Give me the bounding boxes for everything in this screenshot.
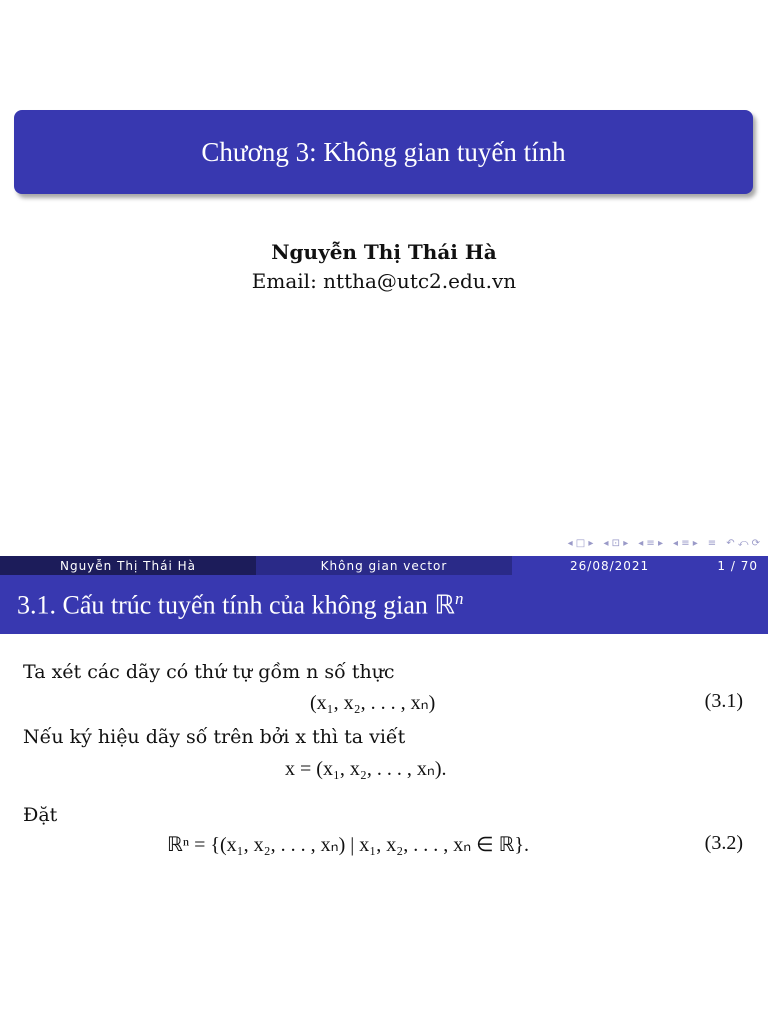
- equation-3-1: (x₁, x₂, . . . , xₙ): [310, 692, 436, 714]
- toc-icon[interactable]: ≡: [707, 538, 717, 549]
- author-name: Nguyễn Thị Thái Hà: [271, 240, 497, 264]
- slide-title-box: [14, 110, 753, 194]
- footer-author: Nguyễn Thị Thái Hà: [0, 556, 256, 575]
- footer-right: [512, 556, 768, 575]
- beamer-navigation: [568, 538, 760, 549]
- frame-title-bar: [0, 575, 768, 634]
- footer-page-number: 1 / 70: [717, 558, 758, 573]
- document-nav-icon[interactable]: ◂ ≡ ▸: [673, 538, 698, 549]
- footer-bar: [0, 556, 768, 575]
- frame-title: 3.1. Cấu trúc tuyến tính của không gian ℝ$^n$: [17, 588, 464, 620]
- back-search-icon[interactable]: ↶ ⤺ ⟳: [726, 538, 760, 549]
- equation-number-3-1: (3.1): [704, 690, 743, 712]
- intro-line: Ta xét các dãy có thứ tự gồm n số thực: [23, 661, 395, 683]
- subsection-nav-icon[interactable]: ◂ ⊡ ▸: [603, 538, 629, 549]
- notation-line: Nếu ký hiệu dãy số trên bởi x thì ta viết: [23, 726, 406, 748]
- equation-3-2: ℝⁿ = {(x₁, x₂, . . . , xₙ) | x₁, x₂, . . . , xₙ ∈ ℝ}.: [167, 834, 530, 856]
- equation-x-def: x = (x₁, x₂, . . . , xₙ).: [285, 758, 447, 780]
- define-line: Đặt: [23, 804, 58, 826]
- equation-number-3-2: (3.2): [704, 832, 743, 854]
- slide-title: Chương 3: Không gian tuyến tính: [201, 136, 566, 167]
- frame-nav-icon[interactable]: ◂ □ ▸: [567, 538, 594, 549]
- section-nav-icon[interactable]: ◂ ≡ ▸: [638, 538, 664, 549]
- footer-date: 26/08/2021: [570, 558, 650, 573]
- footer-topic: Không gian vector: [256, 556, 512, 575]
- title-superscript: n: [454, 588, 464, 608]
- author-email: Email: nttha@utc2.edu.vn: [251, 269, 517, 293]
